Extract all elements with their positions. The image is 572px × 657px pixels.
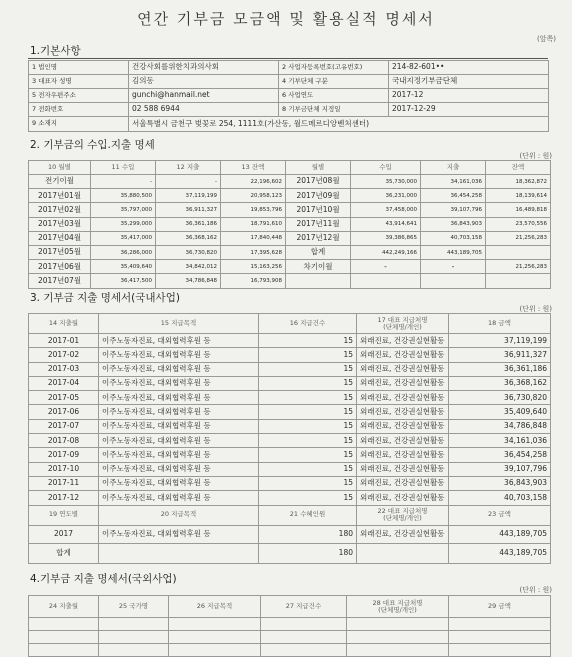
amount-cell: -	[156, 175, 221, 189]
amount-cell: 34,842,012	[156, 260, 221, 274]
amount-cell: 40,703,158	[449, 491, 551, 505]
amount-cell: 35,880,500	[91, 189, 156, 203]
section-1-heading: 1.기본사항	[30, 45, 81, 57]
column-header: 12 지출	[156, 161, 221, 175]
amount-cell: 442,249,166	[351, 245, 421, 259]
count-cell: 15	[259, 376, 357, 390]
purpose-cell: 이주노동자진료, 대외협력후원 등	[99, 434, 259, 448]
table-row	[29, 525, 551, 543]
recipient-cell: 외래진료, 건강권실현활동	[357, 476, 449, 490]
count-cell: 15	[259, 362, 357, 376]
amount-cell: 17,840,448	[221, 231, 286, 245]
section-2-unit: (단위 : 원)	[519, 152, 552, 160]
recipient-cell: 외래진료, 건강권실현활동	[357, 348, 449, 362]
amount-cell: 19,853,796	[221, 203, 286, 217]
amount-cell: 39,107,796	[421, 203, 486, 217]
column-header: 28 대표 지급처명 (단체명/개인)	[347, 596, 449, 618]
amount-cell: 18,139,614	[486, 189, 551, 203]
amount-cell: 36,361,186	[449, 362, 551, 376]
amount-cell: 35,299,000	[91, 217, 156, 231]
table-row	[29, 376, 551, 390]
month-cell: 2017-10	[29, 462, 99, 476]
amount-cell: 35,797,000	[91, 203, 156, 217]
purpose-cell: 이주노동자진료, 대외협력후원 등	[99, 462, 259, 476]
table-row	[29, 596, 551, 618]
amount-cell: 22,196,602	[221, 175, 286, 189]
column-header: 20 지급목적	[99, 505, 259, 525]
amount-cell: 34,786,848	[449, 419, 551, 433]
table-row	[29, 618, 551, 631]
month-cell: 2017-01	[29, 334, 99, 348]
count-cell: 15	[259, 334, 357, 348]
table-row	[29, 117, 549, 132]
month-cell: 2017-07	[29, 419, 99, 433]
section-3-heading: 3. 기부금 지출 명세서(국내사업)	[30, 292, 180, 304]
month-cell: 2017-08	[29, 434, 99, 448]
column-header: 10 월별	[29, 161, 91, 175]
amount-cell: -	[421, 260, 486, 274]
info-value: 2017-12	[389, 89, 549, 103]
domestic-expense-table	[28, 313, 551, 564]
month-cell: 2017-12	[29, 491, 99, 505]
amount-cell: 443,189,705	[449, 525, 551, 543]
recipient-cell: 외래진료, 건강권실현활동	[357, 491, 449, 505]
table-row	[29, 505, 551, 525]
amount-cell: 35,409,640	[91, 260, 156, 274]
table-row	[29, 362, 551, 376]
month-cell: 2017년05월	[29, 245, 91, 259]
recipient-cell: 외래진료, 건강권실현활동	[357, 434, 449, 448]
amount-cell: 36,368,162	[156, 231, 221, 245]
month-cell: 2017년11월	[286, 217, 351, 231]
amount-cell: 36,417,500	[91, 274, 156, 288]
info-value: 214-82-601••	[389, 61, 549, 75]
recipient-cell: 외래진료, 건강권실현활동	[357, 448, 449, 462]
amount-cell: 34,161,036	[449, 434, 551, 448]
total-label: 합계	[29, 543, 99, 563]
column-header: 26 지급목적	[169, 596, 261, 618]
amount-cell: 18,791,610	[221, 217, 286, 231]
count-cell: 15	[259, 405, 357, 419]
purpose-cell: 이주노동자진료, 대외협력후원 등	[99, 334, 259, 348]
column-header: 16 지급건수	[259, 314, 357, 334]
month-cell: 2017년10월	[286, 203, 351, 217]
year-cell: 2017	[29, 525, 99, 543]
table-row	[29, 245, 551, 259]
section-4-heading: 4.기부금 지출 명세서(국외사업)	[30, 573, 177, 585]
table-row	[29, 419, 551, 433]
amount-cell: 16,489,818	[486, 203, 551, 217]
count-cell: 15	[259, 348, 357, 362]
amount-cell: 43,914,641	[351, 217, 421, 231]
info-label: 4 기부단체 구분	[279, 75, 389, 89]
table-row	[29, 61, 549, 75]
purpose-cell: 이주노동자진료, 대외협력후원 등	[99, 476, 259, 490]
table-row	[29, 75, 549, 89]
recipient-cell: 외래진료, 건강권실현활동	[357, 334, 449, 348]
purpose-cell: 이주노동자진료, 대외협력후원 등	[99, 376, 259, 390]
amount-cell: -	[351, 260, 421, 274]
section-4-unit: (단위 : 원)	[519, 586, 552, 594]
amount-cell: 36,843,903	[449, 476, 551, 490]
amount-cell: 37,119,199	[156, 189, 221, 203]
month-cell: 2017년04월	[29, 231, 91, 245]
purpose-cell: 이주노동자진료, 대외협력후원 등	[99, 362, 259, 376]
info-label: 5 전자우편주소	[29, 89, 129, 103]
amount-cell: 16,793,908	[221, 274, 286, 288]
purpose-cell: 이주노동자진료, 대외협력후원 등	[99, 525, 259, 543]
amount-cell: 36,730,820	[449, 391, 551, 405]
amount-cell: 36,911,327	[156, 203, 221, 217]
column-header: 29 금액	[449, 596, 551, 618]
amount-cell: 17,395,628	[221, 245, 286, 259]
amount-cell: 36,231,000	[351, 189, 421, 203]
overseas-expense-table	[28, 595, 551, 657]
count-cell: 15	[259, 391, 357, 405]
amount-cell: 23,570,556	[486, 217, 551, 231]
info-value: 02 588 6944	[129, 103, 279, 117]
month-cell: 2017년08월	[286, 175, 351, 189]
info-label: 2 사업자등록번호(고유번호)	[279, 61, 389, 75]
recipient-cell: 외래진료, 건강권실현활동	[357, 419, 449, 433]
month-cell: 2017년01월	[29, 189, 91, 203]
column-header: 지출	[421, 161, 486, 175]
count-cell: 15	[259, 476, 357, 490]
table-row	[29, 491, 551, 505]
table-row	[29, 462, 551, 476]
amount-cell: -	[91, 175, 156, 189]
column-header: 수입	[351, 161, 421, 175]
month-cell: 2017-05	[29, 391, 99, 405]
month-cell: 2017-03	[29, 362, 99, 376]
amount-cell: 20,958,123	[221, 189, 286, 203]
month-cell: 2017년12월	[286, 231, 351, 245]
table-row	[29, 203, 551, 217]
recipient-cell: 외래진료, 건강권실현활동	[357, 391, 449, 405]
column-header: 25 국가명	[99, 596, 169, 618]
amount-cell: 34,161,036	[421, 175, 486, 189]
amount-cell: 35,730,000	[351, 175, 421, 189]
info-value: 서울특별시 금천구 벚꽃로 254, 1111호(가산동, 월드메르디앙벤처센터)	[129, 117, 549, 132]
table-row	[29, 348, 551, 362]
document-title: 연간 기부금 모금액 및 활용실적 명세서	[137, 10, 435, 28]
month-cell: 2017-04	[29, 376, 99, 390]
month-cell: 합계	[286, 245, 351, 259]
info-value: 건강사회를위한치과의사회	[129, 61, 279, 75]
amount-cell: 36,911,327	[449, 348, 551, 362]
info-value: 2017-12-29	[389, 103, 549, 117]
column-header: 24 지출월	[29, 596, 99, 618]
month-cell: 2017년07월	[29, 274, 91, 288]
amount-cell: 21,256,283	[486, 260, 551, 274]
amount-cell: 35,409,640	[449, 405, 551, 419]
amount-cell: 40,703,158	[421, 231, 486, 245]
column-header: 13 잔액	[221, 161, 286, 175]
month-cell: 2017년09월	[286, 189, 351, 203]
amount-cell: 39,386,865	[351, 231, 421, 245]
amount-cell: 36,730,820	[156, 245, 221, 259]
month-cell: 전기이월	[29, 175, 91, 189]
table-row	[29, 161, 551, 175]
amount-cell: 34,786,848	[156, 274, 221, 288]
purpose-cell: 이주노동자진료, 대외협력후원 등	[99, 419, 259, 433]
table-row	[29, 334, 551, 348]
amount-cell: 443,189,705	[449, 543, 551, 563]
amount-cell	[486, 245, 551, 259]
section-3-unit: (단위 : 원)	[519, 305, 552, 313]
purpose-cell: 이주노동자진료, 대외협력후원 등	[99, 448, 259, 462]
info-value: gunchi@hanmail.net	[129, 89, 279, 103]
count-cell: 180	[259, 543, 357, 563]
table-row	[29, 476, 551, 490]
info-label: 1 법인명	[29, 61, 129, 75]
amount-cell: 15,163,256	[221, 260, 286, 274]
table-row	[29, 189, 551, 203]
month-cell: 2017년02월	[29, 203, 91, 217]
table-row	[29, 644, 551, 657]
count-cell: 15	[259, 491, 357, 505]
column-header: 17 대표 지급처명 (단체명/개인)	[357, 314, 449, 334]
amount-cell: 21,256,283	[486, 231, 551, 245]
info-label: 7 전화번호	[29, 103, 129, 117]
column-header: 21 수혜인원	[259, 505, 357, 525]
table-row	[29, 448, 551, 462]
income-expense-table	[28, 160, 551, 289]
count-cell: 180	[259, 525, 357, 543]
column-header: 15 지급목적	[99, 314, 259, 334]
table-row	[29, 543, 551, 563]
table-row	[29, 405, 551, 419]
amount-cell: 18,362,872	[486, 175, 551, 189]
amount-cell: 36,843,903	[421, 217, 486, 231]
purpose-cell: 이주노동자진료, 대외협력후원 등	[99, 391, 259, 405]
purpose-cell: 이주노동자진료, 대외협력후원 등	[99, 405, 259, 419]
info-label: 6 사업연도	[279, 89, 389, 103]
recipient-cell: 외래진료, 건강권실현활동	[357, 362, 449, 376]
info-value: 김의동	[129, 75, 279, 89]
table-row	[29, 103, 549, 117]
section-2-heading: 2. 기부금의 수입.지출 명세	[30, 139, 155, 151]
table-row	[29, 260, 551, 274]
month-cell: 2017-02	[29, 348, 99, 362]
table-row	[29, 175, 551, 189]
table-row	[29, 391, 551, 405]
amount-cell: 39,107,796	[449, 462, 551, 476]
table-row	[29, 274, 551, 288]
column-header: 19 연도별	[29, 505, 99, 525]
column-header: 11 수입	[91, 161, 156, 175]
info-label: 3 대표자 성명	[29, 75, 129, 89]
count-cell: 15	[259, 419, 357, 433]
table-row	[29, 217, 551, 231]
table-row	[29, 631, 551, 644]
amount-cell: 36,368,162	[449, 376, 551, 390]
month-cell: 2017년03월	[29, 217, 91, 231]
table-row	[29, 231, 551, 245]
count-cell: 15	[259, 434, 357, 448]
recipient-cell: 외래진료, 건강권실현활동	[357, 376, 449, 390]
column-header: 23 금액	[449, 505, 551, 525]
amount-cell: 36,286,000	[91, 245, 156, 259]
info-value: 국내지정기부금단체	[389, 75, 549, 89]
month-cell: 2017년06월	[29, 260, 91, 274]
table-row	[29, 314, 551, 334]
column-header: 잔액	[486, 161, 551, 175]
table-row	[29, 89, 549, 103]
recipient-cell: 외래진료, 건강권실현활동	[357, 462, 449, 476]
column-header: 18 금액	[449, 314, 551, 334]
amount-cell: 443,189,705	[421, 245, 486, 259]
column-header: 22 대표 지급처명 (단체명/개인)	[357, 505, 449, 525]
month-cell: 2017-09	[29, 448, 99, 462]
info-label: 8 기부금단체 지정일	[279, 103, 389, 117]
amount-cell: 36,454,258	[421, 189, 486, 203]
count-cell: 15	[259, 448, 357, 462]
month-cell: 2017-06	[29, 405, 99, 419]
purpose-cell: 이주노동자진료, 대외협력후원 등	[99, 491, 259, 505]
month-cell: 2017-11	[29, 476, 99, 490]
amount-cell: 36,361,186	[156, 217, 221, 231]
amount-cell: 37,119,199	[449, 334, 551, 348]
table-row	[29, 434, 551, 448]
info-label: 9 소재지	[29, 117, 129, 132]
column-header: 14 지출월	[29, 314, 99, 334]
recipient-cell: 외래진료, 건강권실현활동	[357, 525, 449, 543]
amount-cell: 35,417,000	[91, 231, 156, 245]
amount-cell: 36,454,258	[449, 448, 551, 462]
count-cell: 15	[259, 462, 357, 476]
purpose-cell: 이주노동자진료, 대외협력후원 등	[99, 348, 259, 362]
column-header: 27 지급건수	[261, 596, 347, 618]
recipient-cell: 외래진료, 건강권실현활동	[357, 405, 449, 419]
copy-label: (앞쪽)	[537, 35, 556, 43]
carry-label: 차기이월	[286, 260, 351, 274]
basic-info-table	[28, 60, 549, 132]
column-header: 월별	[286, 161, 351, 175]
amount-cell: 37,458,000	[351, 203, 421, 217]
